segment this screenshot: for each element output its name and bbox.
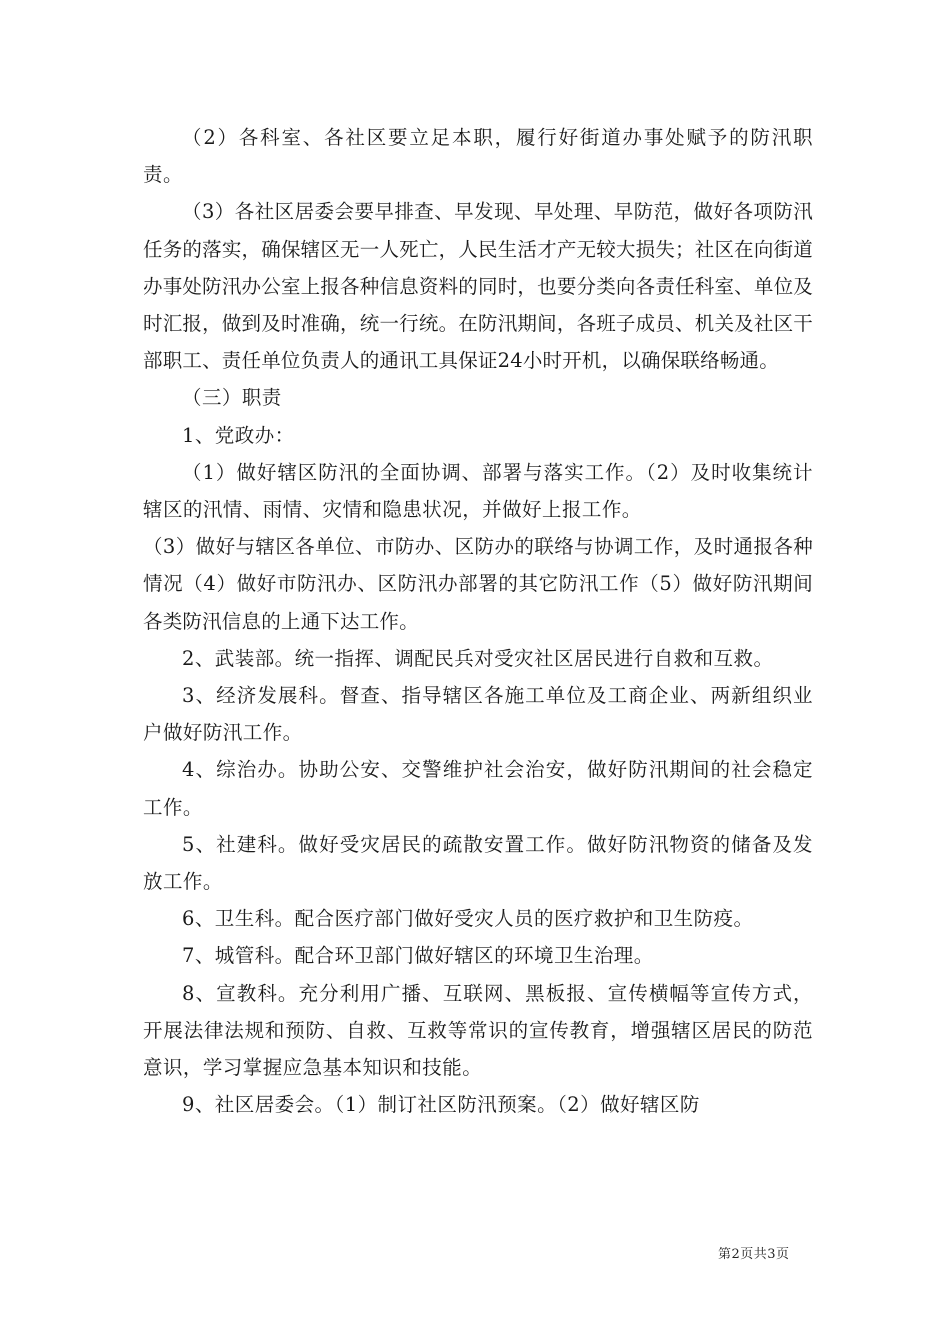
paragraph-publicity-education: 8、宣教科。充分利用广播、互联网、黑板报、宣传横幅等宣传方式，开展法律法规和预防、自救、互救等常识的宣传教育，增强辖区居民的防范意识，学习掌握应急基本知识和技能。	[143, 981, 813, 1080]
paragraph-party-office-tasks-2: （3）做好与辖区各单位、市防办、区防办的联络与协调工作，及时通报各种情况（4）做好市防汛办、区防汛办部署的其它防汛工作（5）做好防汛期间各类防汛信息的上通下达工作。	[143, 535, 813, 633]
paragraph-health: 6、卫生科。配合医疗部门做好受灾人员的医疗救护和卫生防疫。	[182, 907, 754, 931]
paragraph-party-office-heading: 1、党政办：	[182, 423, 295, 447]
paragraph-comprehensive-governance: 4、综治办。协助公安、交警维护社会治安，做好防汛期间的社会稳定工作。	[143, 758, 813, 819]
paragraph-community-construction: 5、社建科。做好受灾居民的疏散安置工作。做好防汛物资的储备及发放工作。	[143, 832, 813, 894]
paragraph-economic-development: 3、经济发展科。督查、指导辖区各施工单位及工商企业、两新组织业户做好防汛工作。	[143, 684, 813, 745]
body-text	[143, 119, 813, 1123]
page-number: 第2页共3页	[718, 1247, 790, 1262]
paragraph-item-2-duty: （2）各科室、各社区要立足本职，履行好街道办事处赋予的防汛职责。	[143, 126, 813, 187]
paragraph-armed-forces: 2、武装部。统一指挥、调配民兵对受灾社区居民进行自救和互救。	[182, 646, 774, 670]
paragraph-urban-management: 7、城管科。配合环卫部门做好辖区的环境卫生治理。	[182, 944, 654, 968]
paragraph-residents-committee: 9、社区居委会。（1）制订社区防汛预案。（2）做好辖区防	[182, 1093, 700, 1117]
paragraph-item-3-community: （3）各社区居委会要早排查、早发现、早处理、早防范，做好各项防汛任务的落实，确保辖区无一人死亡，人民生活才产无较大损失；社区在向街道办事处防汛办公室上报各种信息资料的同时，也要分类向各责任科室、单位及时汇报，做到及时准确，统一行统。在防汛期间，各班子成员、机关及社区干部职工、责任单位负责人的通讯工具保证24小时开机，以确保联络畅通。	[143, 200, 813, 373]
paragraph-party-office-tasks-1: （1）做好辖区防汛的全面协调、部署与落实工作。（2）及时收集统计辖区的汛情、雨情、灾情和隐患状况，并做好上报工作。	[143, 460, 813, 522]
section-heading-responsibilities: （三）职责	[182, 386, 282, 410]
